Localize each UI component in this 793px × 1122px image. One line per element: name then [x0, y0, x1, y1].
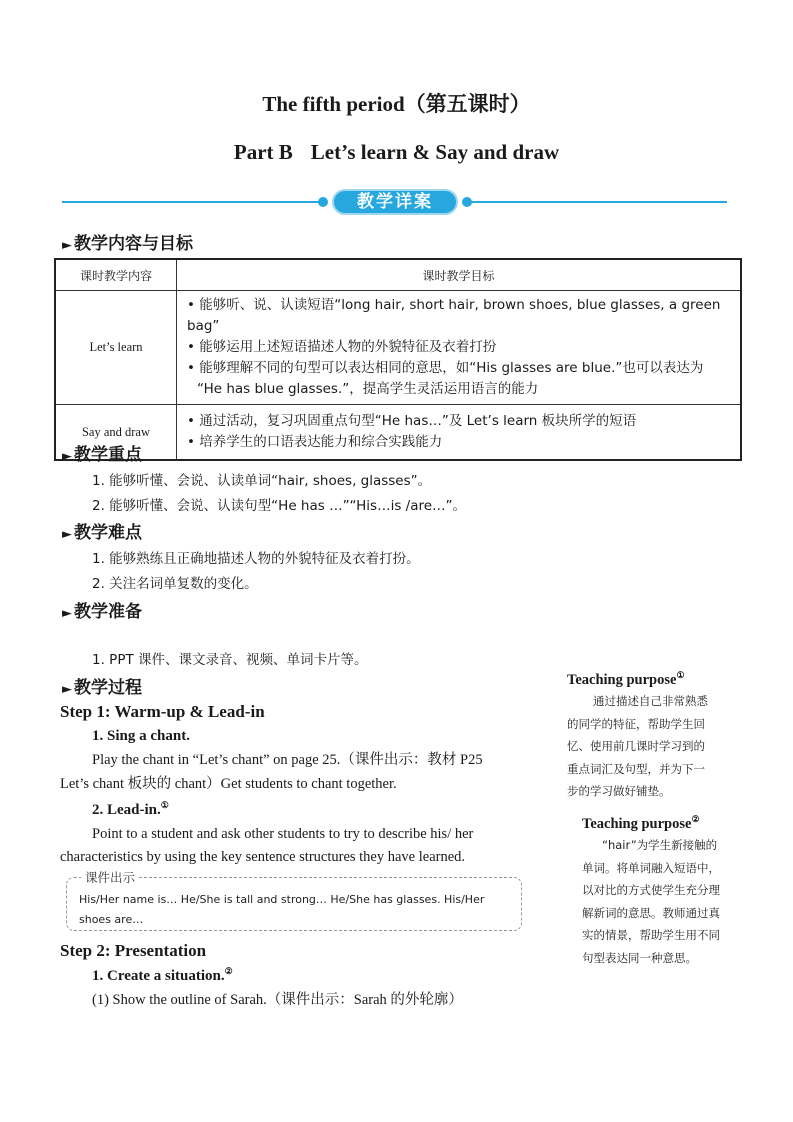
goal-item: • 能够听、说、认读短语“long hair, short hair, brown shoes, blue glasses, a green bag”	[187, 297, 721, 334]
triangle-icon: ►	[62, 682, 72, 697]
goal-item: • 培养学生的口语表达能力和综合实践能力	[187, 434, 443, 450]
step1-sub2	[92, 800, 169, 819]
list-item: 1. PPT 课件、课文录音、视频、单词卡片等。	[92, 652, 368, 668]
triangle-icon: ►	[62, 238, 72, 253]
goal-item: • 通过活动，复习巩固重点句型“He has…”及 Let’s learn 板块所学的短语	[187, 413, 637, 429]
preparation-heading-text: 教学准备	[74, 602, 142, 622]
goals-heading	[62, 229, 193, 254]
footnote-mark: ②	[224, 966, 233, 976]
section-banner	[62, 188, 727, 216]
table-header-row	[55, 259, 741, 291]
triangle-icon: ►	[62, 606, 72, 621]
list-item: 2. 关注名词单复数的变化。	[92, 576, 258, 592]
footnote-mark: ①	[160, 800, 169, 810]
step2-sub1	[92, 966, 233, 985]
triangle-icon: ►	[62, 527, 72, 542]
purpose2-line: 以对比的方式使学生充分理	[582, 883, 720, 897]
key-points-heading	[62, 440, 142, 465]
goal-item: • 能够运用上述短语描述人物的外貌特征及衣着打扮	[187, 339, 497, 355]
step1-para1-line2: Let’s chant 板块的 chant）Get students to chant together.	[60, 776, 397, 792]
purpose1-line: 忆、使用前几课时学习到的	[567, 739, 705, 753]
triangle-icon: ►	[62, 449, 72, 464]
purpose1-title	[567, 670, 685, 689]
step2-sub1-text: 1. Create a situation.	[92, 968, 225, 984]
courseware-label: 课件出示	[81, 868, 139, 886]
process-heading-text: 教学过程	[74, 678, 142, 698]
row-content: Let’s learn	[55, 291, 177, 405]
purpose2-title-text: Teaching purpose	[582, 815, 692, 832]
purpose2-line: 句型表达同一种意思。	[582, 950, 697, 965]
list-item: 2. 能够听懂、会说、认读句型“He has …”“His…is /are…”。	[92, 498, 467, 514]
goal-item: “He has blue glasses.”，提高学生灵活运用语言的能力	[197, 381, 539, 397]
table-header-content: 课时教学内容	[55, 259, 177, 291]
subtitle-part: Part B	[233, 140, 293, 164]
banner-label: 教学详案	[332, 189, 458, 215]
banner-divider-left	[62, 201, 324, 203]
banner-dot-left	[318, 197, 328, 207]
step1-para2-line2: characteristics by using the key sentence structures they have learned.	[60, 849, 466, 865]
purpose2-line: “hair”为学生新接触的	[602, 838, 718, 852]
courseware-text	[79, 890, 511, 930]
process-heading	[62, 673, 142, 698]
subtitle-rest: Let’s learn & Say and draw	[310, 140, 560, 164]
courseware-line: shoes are…	[79, 913, 144, 926]
purpose2-title	[582, 814, 700, 833]
step1-para2-line1: Point to a student and ask other students to try to describe his/ her	[92, 826, 474, 842]
page-subtitle	[0, 140, 793, 165]
step1-sub2-text: 2. Lead-in.	[92, 802, 161, 818]
table-row	[55, 405, 741, 461]
difficulties-heading-text: 教学难点	[74, 523, 142, 543]
footnote-mark: ①	[676, 670, 685, 680]
row-goals	[177, 291, 742, 405]
purpose1-line: 步的学习做好铺垫。	[567, 784, 671, 798]
table-row	[55, 291, 741, 405]
step2-para1: (1) Show the outline of Sarah.（课件出示：Sarah 的外轮廓）	[92, 992, 463, 1008]
row-content: Say and draw	[55, 405, 177, 461]
list-item: 1. 能够听懂、会说、认读单词“hair, shoes, glasses”。	[92, 473, 432, 489]
page-title: The fifth period（第五课时）	[262, 92, 531, 116]
difficulties-heading	[62, 518, 142, 543]
list-item: 1. 能够熟练且正确地描述人物的外貌特征及衣着打扮。	[92, 551, 420, 567]
courseware-line: His/Her name is… He/She is tall and strong… He/She has glasses. His/Her	[79, 893, 485, 906]
step2-title: Step 2: Presentation	[60, 941, 207, 960]
table-header-goals: 课时教学目标	[177, 259, 742, 291]
purpose2-line: 单词。将单词融入短语中，	[582, 860, 720, 875]
banner-divider-right	[466, 201, 727, 203]
purpose1-title-text: Teaching purpose	[567, 671, 677, 688]
courseware-box	[66, 870, 522, 931]
step1-sub1: 1. Sing a chant.	[92, 728, 190, 744]
purpose2-line: 实的情景，帮助学生用不同	[582, 928, 720, 942]
purpose1-line: 的同学的特征，帮助学生回	[567, 716, 705, 731]
key-points-heading-text: 教学重点	[74, 445, 142, 465]
purpose2-text	[582, 834, 782, 969]
goal-item: • 能够理解不同的句型可以表达相同的意思，如“His glasses are blue.”也可以表达为	[187, 360, 704, 376]
purpose1-line: 通过描述自己非常熟悉	[593, 694, 708, 708]
step1-para1-line1: Play the chant in “Let’s chant” on page 25.（课件出示：教材 P25	[92, 752, 483, 768]
goals-heading-text: 教学内容与目标	[74, 234, 193, 254]
footnote-mark: ②	[691, 814, 700, 824]
step1-title: Step 1: Warm-up & Lead-in	[60, 702, 265, 721]
purpose1-text	[567, 690, 767, 803]
row-goals	[177, 405, 742, 461]
preparation-heading	[62, 597, 142, 622]
purpose2-line: 解新词的意思。教师通过真	[582, 905, 720, 920]
goals-table	[54, 258, 742, 461]
purpose1-line: 重点词汇及句型，并为下一	[567, 761, 705, 776]
